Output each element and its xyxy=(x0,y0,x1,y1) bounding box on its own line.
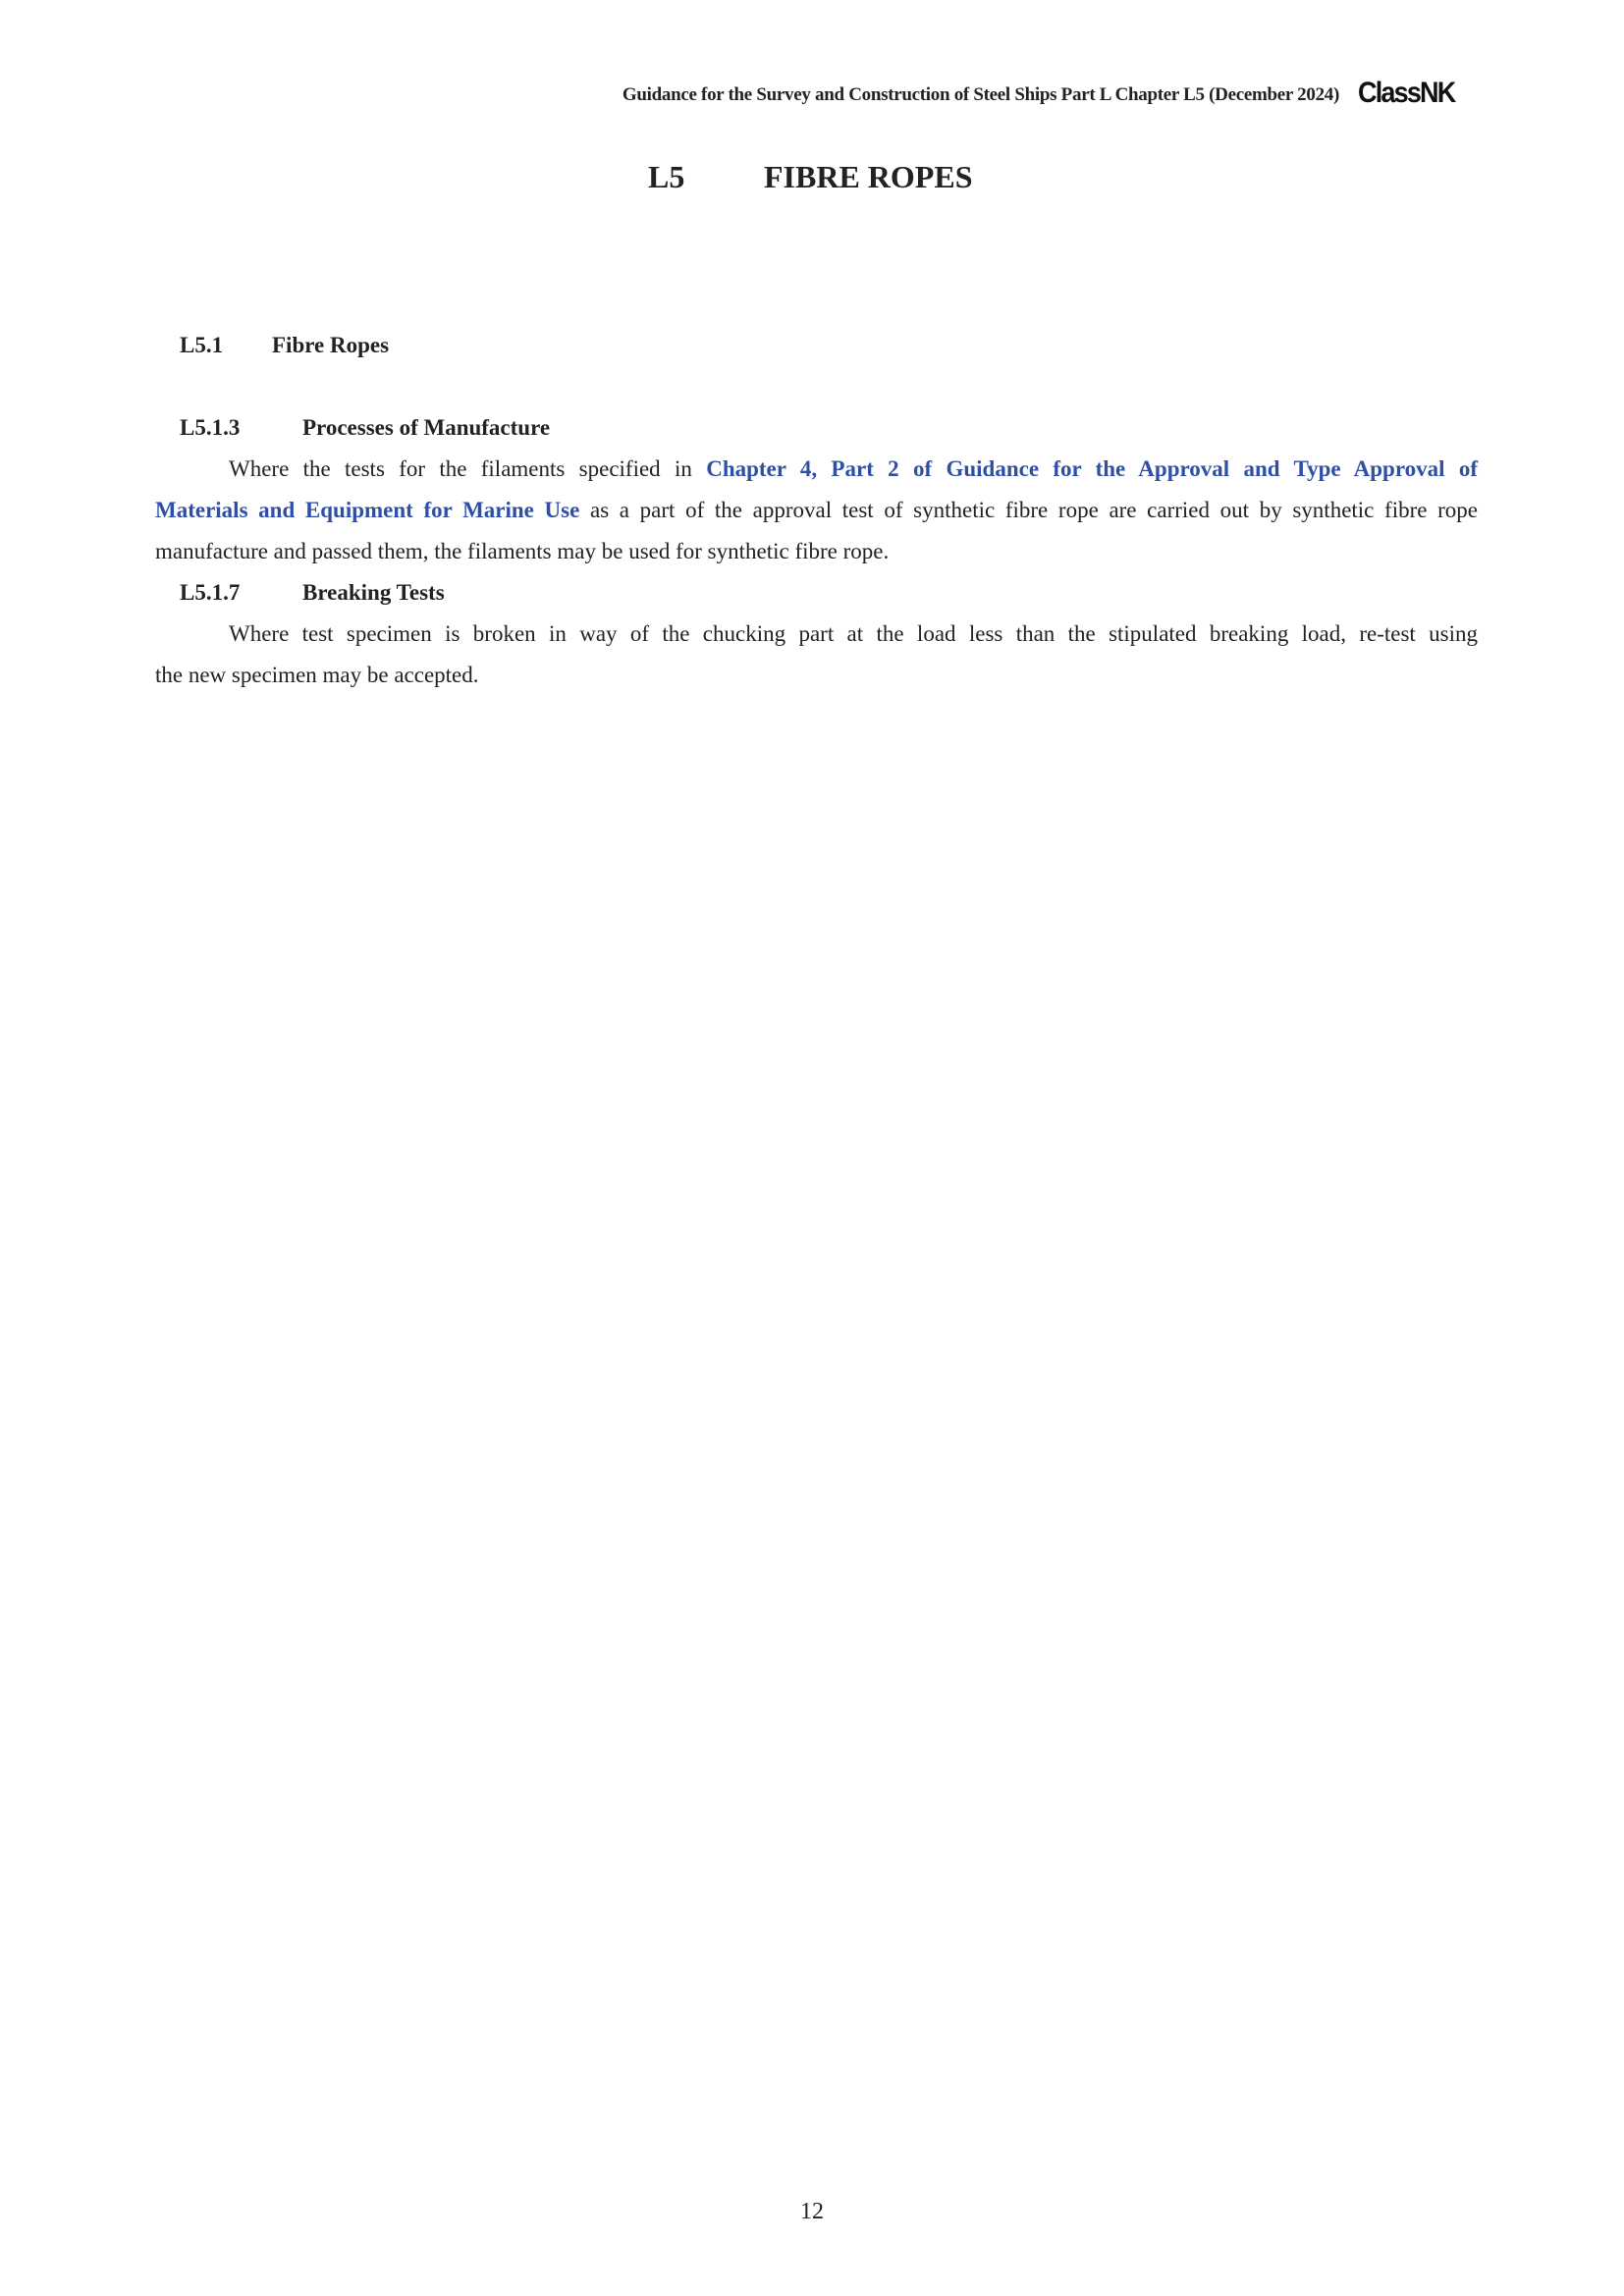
section-title: Processes of Manufacture xyxy=(302,415,551,440)
paragraph-line: the new specimen may be accepted. xyxy=(155,663,479,687)
section-number: L5.1.3 xyxy=(180,415,241,440)
chapter-title-text: FIBRE ROPES xyxy=(764,159,973,194)
running-header: Guidance for the Survey and Construction of Steel Ships Part L Chapter L5 (December 2024) xyxy=(622,84,1339,105)
classnk-logo: ClassNK xyxy=(1358,77,1455,109)
section-number: L5.1.7 xyxy=(180,580,241,605)
reference-link[interactable]: Chapter 4, Part 2 of Guidance for the Approval and Type Approval of xyxy=(706,456,1478,481)
paragraph-line: Where test specimen is broken in way of the chucking part at the load less than the stipulated breaking load, re-test using xyxy=(229,621,1478,646)
text: Where the tests for the filaments specified in xyxy=(229,456,707,481)
text: as a part of the approval test of synthetic fibre rope are carried out by synthetic fibre rope xyxy=(579,498,1478,522)
reference-link[interactable]: Materials and Equipment for Marine Use xyxy=(155,498,580,522)
section-number: L5.1 xyxy=(180,333,224,357)
chapter-number: L5 xyxy=(648,159,685,194)
paragraph-line xyxy=(229,456,1478,482)
paragraph-line xyxy=(155,498,1478,523)
section-title: Breaking Tests xyxy=(302,580,445,605)
page-number: 12 xyxy=(800,2199,824,2224)
section-title: Fibre Ropes xyxy=(272,333,390,357)
paragraph-line: manufacture and passed them, the filaments may be used for synthetic fibre rope. xyxy=(155,539,890,563)
